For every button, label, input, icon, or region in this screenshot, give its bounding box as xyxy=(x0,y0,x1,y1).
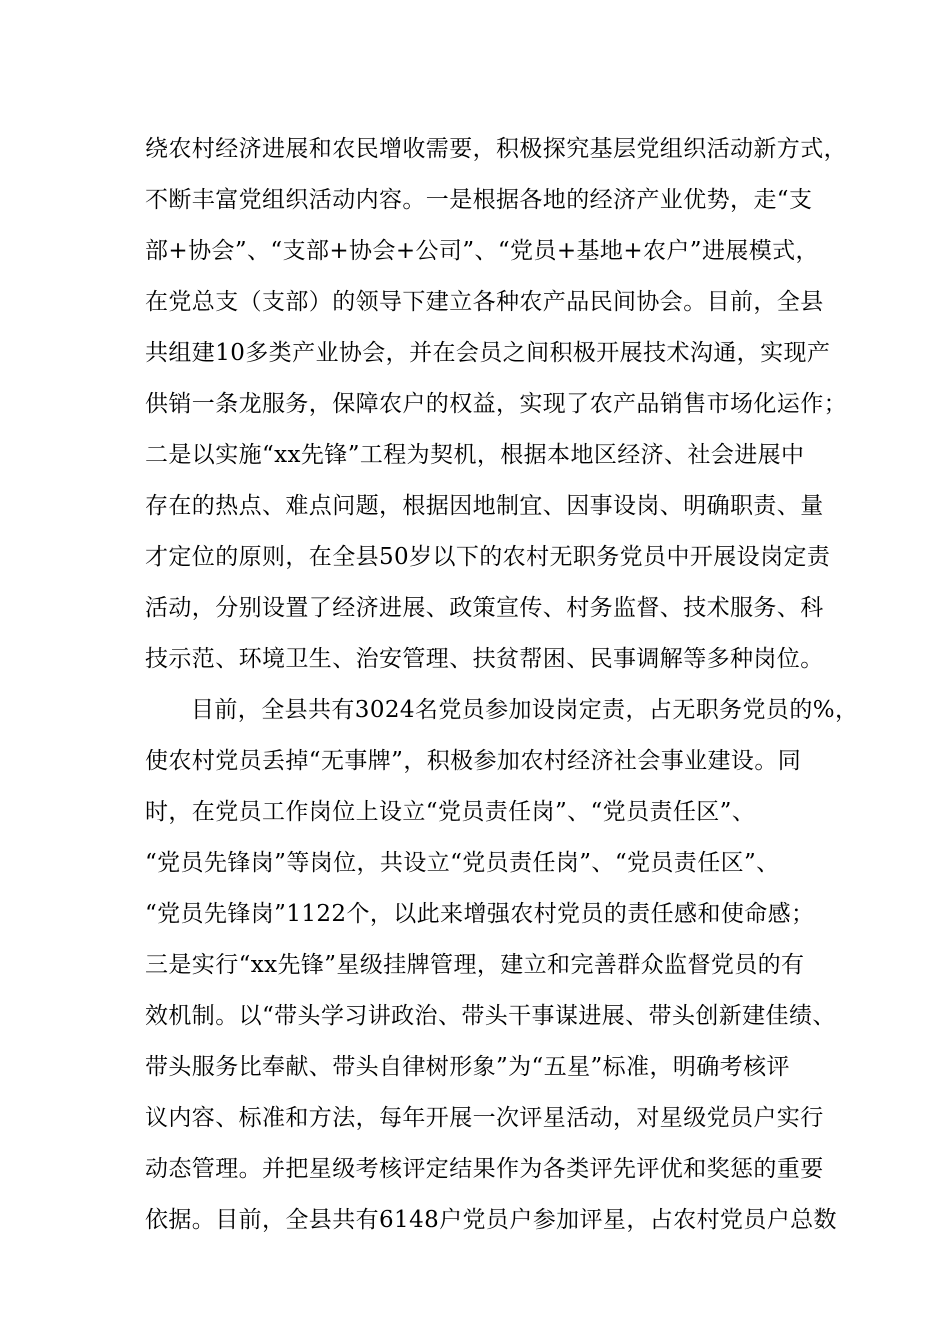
text-line: 目前，全县共有3024名党员参加设岗定责，占无职务党员的%， xyxy=(191,697,859,723)
text-line: 在党总支（支部）的领导下建立各种农产品民间协会。目前，全县 xyxy=(145,289,824,315)
text-line: 存在的热点、难点问题，根据因地制宜、因事设岗、明确职责、量 xyxy=(145,493,824,519)
text-line: 绕农村经济进展和农民增收需要，积极探究基层党组织活动新方式， xyxy=(145,136,847,162)
text-line: “党员先锋岗”1122个，以此来增强农村党员的责任感和使命感； xyxy=(145,901,815,927)
text-line: 依据。目前，全县共有6148户党员户参加评星，占农村党员户总数 xyxy=(145,1207,837,1233)
text-line: 供销一条龙服务，保障农户的权益，实现了农产品销售市场化运作； xyxy=(145,391,847,417)
text-line: 带头服务比奉献、带头自律树形象”为“五星”标准，明确考核评 xyxy=(145,1054,790,1080)
text-line: 才定位的原则，在全县50岁以下的农村无职务党员中开展设岗定责 xyxy=(145,544,831,570)
text-line: 使农村党员丢掉“无事牌”，积极参加农村经济社会事业建设。同 xyxy=(145,748,802,774)
text-line: 二是以实施“xx先锋”工程为契机，根据本地区经济、社会进展中 xyxy=(145,442,805,468)
text-line: 不断丰富党组织活动内容。一是根据各地的经济产业优势，走“支 xyxy=(145,187,813,213)
text-line: “党员先锋岗”等岗位，共设立“党员责任岗”、“党员责任区”、 xyxy=(145,850,780,876)
text-line: 技示范、环境卫生、治安管理、扶贫帮困、民事调解等多种岗位。 xyxy=(145,646,824,672)
text-line: 效机制。以“带头学习讲政治、带头干事谋进展、带头创新建佳绩、 xyxy=(145,1003,836,1029)
text-line: 部+协会”、“支部+协会+公司”、“党员+基地+农户”进展模式， xyxy=(145,238,819,264)
text-line: 议内容、标准和方法，每年开展一次评星活动，对星级党员户实行 xyxy=(145,1105,824,1131)
text-line: 活动，分别设置了经济进展、政策宣传、村务监督、技术服务、科 xyxy=(145,595,824,621)
paragraph-2 xyxy=(145,685,859,1246)
text-line: 共组建10多类产业协会，并在会员之间积极开展技术沟通，实现产 xyxy=(145,340,831,366)
text-line: 三是实行“xx先锋”星级挂牌管理，建立和完善群众监督党员的有 xyxy=(145,952,805,978)
paragraph-1 xyxy=(145,124,847,685)
text-line: 时，在党员工作岗位上设立“党员责任岗”、“党员责任区”、 xyxy=(145,799,756,825)
text-line: 动态管理。并把星级考核评定结果作为各类评先评优和奖惩的重要 xyxy=(145,1156,824,1182)
